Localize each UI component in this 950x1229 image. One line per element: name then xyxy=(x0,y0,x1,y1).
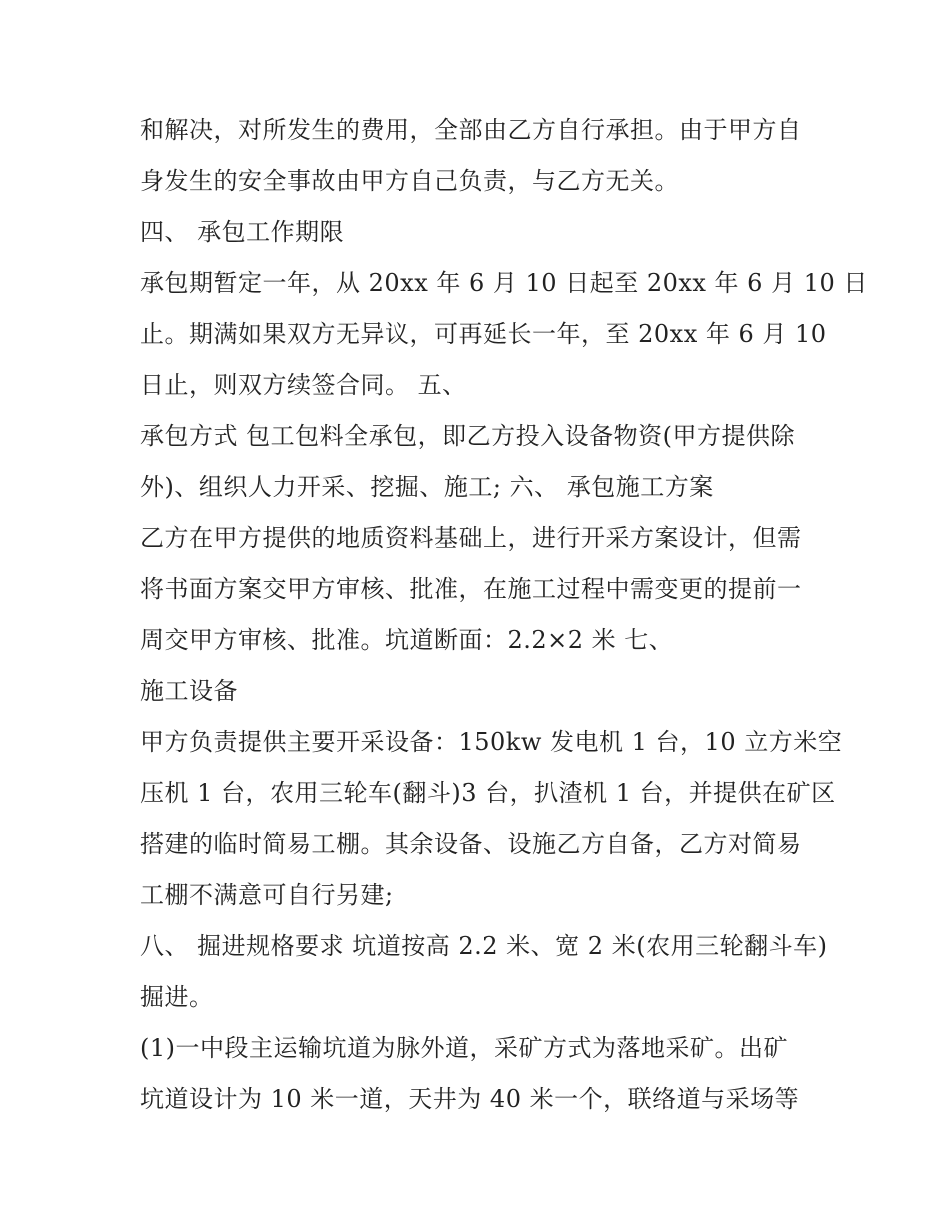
text-line: 压机 1 台，农用三轮车(翻斗)3 台，扒渣机 1 台，并提供在矿区 xyxy=(140,779,836,807)
text-line: 坑道设计为 10 米一道，天井为 40 米一个，联络道与采场等 xyxy=(140,1085,800,1113)
text-line: 八、 掘进规格要求 坑道按高 2.2 米、宽 2 米(农用三轮翻斗车) xyxy=(140,932,828,960)
document-body xyxy=(140,105,868,1125)
section-heading: 四、 承包工作期限 xyxy=(140,218,345,246)
text-line: 日止，则双方续签合同。 五、 xyxy=(140,371,467,399)
text-line: 工棚不满意可自行另建; xyxy=(140,881,394,909)
text-line: (1)一中段主运输坑道为脉外道，采矿方式为落地采矿。出矿 xyxy=(140,1034,788,1062)
text-line: 和解决，对所发生的费用，全部由乙方自行承担。由于甲方自 xyxy=(140,116,802,144)
text-line: 掘进。 xyxy=(140,983,214,1011)
text-line: 外)、组织人力开采、挖掘、施工; 六、 承包施工方案 xyxy=(140,473,714,501)
text-line: 乙方在甲方提供的地质资料基础上，进行开采方案设计，但需 xyxy=(140,524,802,552)
text-line: 搭建的临时简易工棚。其余设备、设施乙方自备，乙方对简易 xyxy=(140,830,802,858)
section-heading: 施工设备 xyxy=(140,677,238,705)
text-line: 承包方式 包工包料全承包，即乙方投入设备物资(甲方提供除 xyxy=(140,422,795,450)
text-line: 止。期满如果双方无异议，可再延长一年，至 20xx 年 6 月 10 xyxy=(140,320,827,348)
text-line: 承包期暂定一年，从 20xx 年 6 月 10 日起至 20xx 年 6 月 10 日 xyxy=(140,269,868,297)
text-line: 将书面方案交甲方审核、批准，在施工过程中需变更的提前一 xyxy=(140,575,802,603)
text-line: 周交甲方审核、批准。坑道断面：2.2×2 米 七、 xyxy=(140,626,674,654)
text-line: 身发生的安全事故由甲方自己负责，与乙方无关。 xyxy=(140,167,679,195)
text-line: 甲方负责提供主要开采设备：150kw 发电机 1 台，10 立方米空 xyxy=(140,728,843,756)
